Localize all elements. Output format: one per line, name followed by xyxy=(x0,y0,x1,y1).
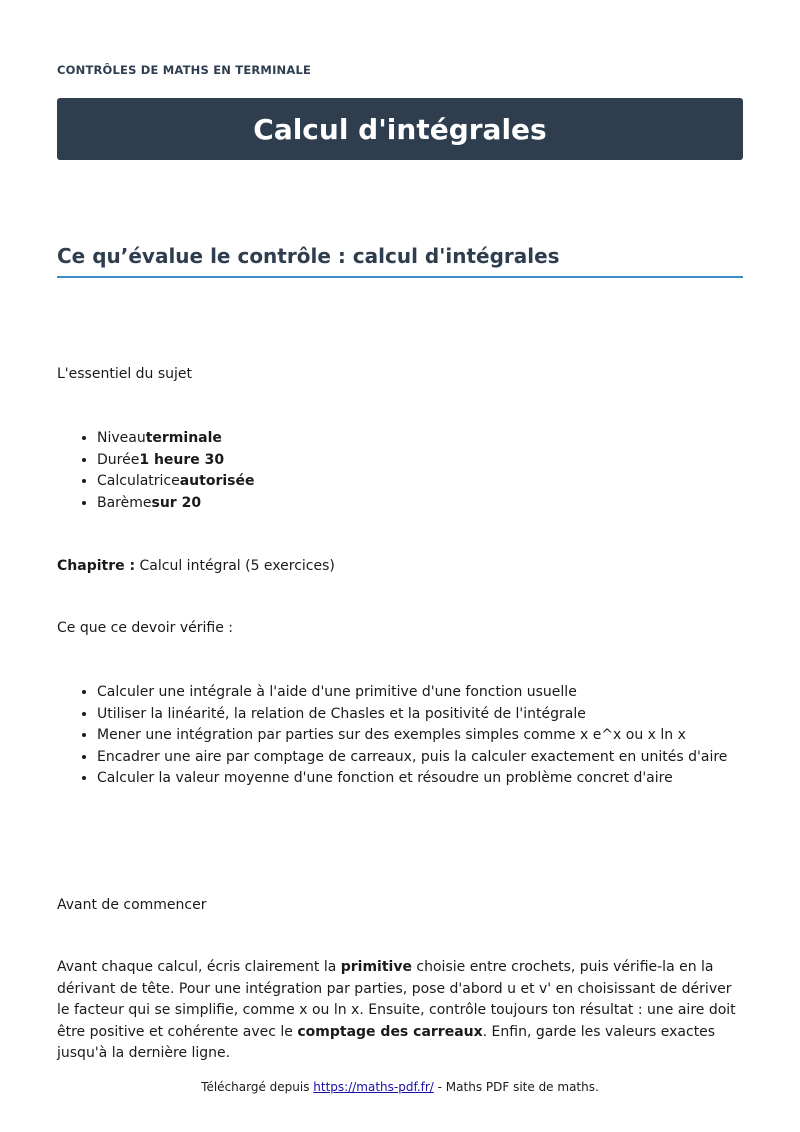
list-item: • Mener une intégration par parties sur des exemples simples comme x e^x ou x ln x xyxy=(97,725,743,747)
emphasis: comptage des carreaux xyxy=(297,1023,483,1040)
list-item: • Calculatriceautorisée xyxy=(97,471,743,493)
item-value: autorisée xyxy=(179,473,255,489)
list-item: • Barèmesur 20 xyxy=(97,493,743,515)
checks-label: Ce que ce devoir vérifie : xyxy=(57,620,234,636)
advice-paragraph: Avant chaque calcul, écris clairement la primitive choisie entre crochets, puis vérifie-la en la dérivant de tête. Pour une intégration par parties, pose d'abord u et v' en choisissant de dériver le facteur qui se simplifie, comme x ou ln x. Ensuite, contrôle toujours ton résultat : une aire doit être positive et cohérente avec le comptage des carreaux. Enfin, garde les valeurs exactes jusqu'à la dernière ligne. xyxy=(57,959,736,1061)
section-heading: Ce qu’évalue le contrôle : calcul d'intégrales xyxy=(57,244,743,278)
emphasis: primitive xyxy=(340,959,412,975)
checks-list xyxy=(57,682,743,790)
item-value: sur 20 xyxy=(151,494,202,511)
chapter-line xyxy=(57,556,743,577)
document-kicker: CONTRÔLES DE MATHS EN TERMINALE xyxy=(57,63,312,77)
item-value: 1 heure 30 xyxy=(139,451,225,468)
title-banner xyxy=(57,98,743,160)
essentials-list xyxy=(57,428,743,514)
chapter-label: Chapitre : xyxy=(57,558,136,574)
chapter-value: Calcul intégral (5 exercices) xyxy=(139,558,335,574)
list-item: • Utiliser la linéarité, la relation de Chasles et la positivité de l'intégrale xyxy=(97,704,743,726)
list-item: • Calculer la valeur moyenne d'une fonction et résoudre un problème concret d'aire xyxy=(97,768,743,790)
item-value: terminale xyxy=(145,430,222,446)
list-item: • Calculer une intégrale à l'aide d'une primitive d'une fonction usuelle xyxy=(97,682,743,704)
list-item: • Niveauterminale xyxy=(97,428,743,450)
source-link[interactable]: https://maths-pdf.fr/ xyxy=(313,1080,434,1094)
list-item: • Encadrer une aire par comptage de carreaux, puis la calculer exactement en unités d'aire xyxy=(97,747,743,769)
list-item: • Durée1 heure 30 xyxy=(97,450,743,472)
essentials-label: L'essentiel du sujet xyxy=(57,366,193,382)
page-footer: Téléchargé depuis https://maths-pdf.fr/ - Maths PDF site de maths. xyxy=(201,1080,599,1094)
advice-label: Avant de commencer xyxy=(57,897,207,913)
page-title: Calcul d'intégrales xyxy=(253,112,547,146)
